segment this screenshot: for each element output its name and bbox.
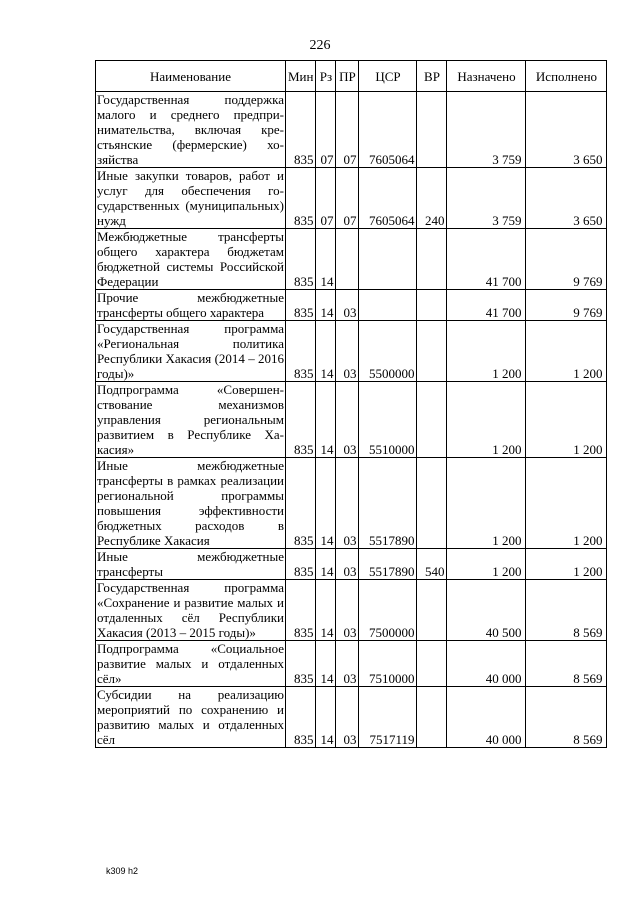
cell-assigned: 1 200 (447, 321, 526, 382)
column-header-min: Мин (286, 61, 316, 92)
table-row (96, 168, 607, 229)
cell-csr: 7510000 (359, 641, 417, 687)
cell-name: Межбюджетные трансферты общего характера бюджетам бюджетной системы Российской Федерации (97, 229, 284, 289)
cell-executed: 1 200 (526, 321, 607, 382)
cell-executed: 8 569 (526, 580, 607, 641)
cell-pr: 03 (336, 458, 359, 549)
cell-vr (417, 641, 447, 687)
cell-csr: 7605064 (359, 168, 417, 229)
cell-assigned: 40 000 (447, 687, 526, 748)
cell-min: 835 (286, 168, 316, 229)
cell-csr: 7605064 (359, 92, 417, 168)
table-row (96, 549, 607, 580)
cell-csr: 5517890 (359, 549, 417, 580)
cell-pr: 03 (336, 321, 359, 382)
cell-min: 835 (286, 458, 316, 549)
cell-csr: 7500000 (359, 580, 417, 641)
cell-rz: 14 (316, 580, 336, 641)
column-header-vr: ВР (417, 61, 447, 92)
cell-vr (417, 382, 447, 458)
cell-executed: 9 769 (526, 229, 607, 290)
cell-assigned: 3 759 (447, 168, 526, 229)
cell-executed: 3 650 (526, 92, 607, 168)
cell-assigned: 1 200 (447, 549, 526, 580)
cell-rz: 14 (316, 458, 336, 549)
cell-rz: 07 (316, 92, 336, 168)
cell-executed: 8 569 (526, 687, 607, 748)
cell-min: 835 (286, 290, 316, 321)
cell-min: 835 (286, 229, 316, 290)
cell-rz: 14 (316, 321, 336, 382)
cell-name: Иные закупки товаров, работ и услуг для обеспечения государственных (муниципальных) нужд (97, 168, 284, 228)
cell-csr (359, 229, 417, 290)
table-row (96, 580, 607, 641)
cell-pr: 07 (336, 168, 359, 229)
cell-vr (417, 290, 447, 321)
cell-name: Иные межбюджетные трансферты в рамках реализации региональной программы повышения эффективности бюджетных расходов в Республике Хакасия (97, 458, 284, 548)
column-header-assigned: Назначено (447, 61, 526, 92)
cell-name: Иные межбюджетные трансферты (97, 549, 284, 579)
cell-min: 835 (286, 92, 316, 168)
table-row (96, 687, 607, 748)
table-body (96, 92, 607, 748)
cell-name: Субсидии на реализацию мероприятий по сохранению и развитию малых и отдаленных сёл (97, 687, 284, 747)
cell-rz: 14 (316, 549, 336, 580)
table-row (96, 458, 607, 549)
cell-csr: 7517119 (359, 687, 417, 748)
cell-pr: 03 (336, 580, 359, 641)
table-header-row (96, 61, 607, 92)
cell-assigned: 41 700 (447, 229, 526, 290)
column-header-csr: ЦСР (359, 61, 417, 92)
cell-name: Подпрограмма «Социальное развитие малых и отдаленных сёл» (97, 641, 284, 686)
cell-vr (417, 321, 447, 382)
table-row (96, 290, 607, 321)
cell-min: 835 (286, 580, 316, 641)
cell-rz: 07 (316, 168, 336, 229)
cell-vr: 240 (417, 168, 447, 229)
cell-name: Государственная программа «Региональная политика Республики Хакасия (2014 – 2016 годы)» (97, 321, 284, 381)
cell-executed: 8 569 (526, 641, 607, 687)
cell-csr (359, 290, 417, 321)
table-row (96, 229, 607, 290)
cell-rz: 14 (316, 229, 336, 290)
cell-pr: 03 (336, 549, 359, 580)
cell-min: 835 (286, 641, 316, 687)
table-row (96, 641, 607, 687)
cell-rz: 14 (316, 687, 336, 748)
cell-name: Государственная программа «Сохранение и развитие малых и отдаленных сёл Республики Хакасия (2013 – 2015 годы)» (97, 580, 284, 640)
cell-min: 835 (286, 549, 316, 580)
column-header-name: Наименование (96, 61, 286, 92)
budget-table (95, 60, 607, 748)
cell-name: Государственная поддержка малого и среднего предпринимательства, включая крестьянские (фермерские) хозяйства (97, 92, 284, 167)
cell-executed: 1 200 (526, 458, 607, 549)
cell-vr (417, 92, 447, 168)
cell-name: Прочие межбюджетные трансферты общего характера (97, 290, 284, 320)
cell-vr (417, 580, 447, 641)
cell-assigned: 40 000 (447, 641, 526, 687)
cell-assigned: 1 200 (447, 382, 526, 458)
table-row (96, 382, 607, 458)
cell-vr (417, 458, 447, 549)
cell-executed: 3 650 (526, 168, 607, 229)
cell-assigned: 41 700 (447, 290, 526, 321)
cell-pr (336, 229, 359, 290)
cell-vr (417, 229, 447, 290)
cell-min: 835 (286, 687, 316, 748)
cell-csr: 5500000 (359, 321, 417, 382)
cell-csr: 5510000 (359, 382, 417, 458)
cell-pr: 03 (336, 641, 359, 687)
cell-pr: 03 (336, 290, 359, 321)
cell-rz: 14 (316, 290, 336, 321)
cell-assigned: 40 500 (447, 580, 526, 641)
cell-assigned: 3 759 (447, 92, 526, 168)
cell-min: 835 (286, 382, 316, 458)
table-row (96, 321, 607, 382)
cell-pr: 03 (336, 687, 359, 748)
cell-rz: 14 (316, 382, 336, 458)
column-header-executed: Исполнено (526, 61, 607, 92)
cell-executed: 1 200 (526, 382, 607, 458)
cell-rz: 14 (316, 641, 336, 687)
cell-min: 835 (286, 321, 316, 382)
cell-assigned: 1 200 (447, 458, 526, 549)
page-number: 226 (309, 38, 331, 53)
cell-pr: 03 (336, 382, 359, 458)
cell-vr (417, 687, 447, 748)
cell-vr: 540 (417, 549, 447, 580)
footer-code: k309 h2 (106, 866, 139, 876)
cell-executed: 9 769 (526, 290, 607, 321)
cell-csr: 5517890 (359, 458, 417, 549)
cell-pr: 07 (336, 92, 359, 168)
cell-executed: 1 200 (526, 549, 607, 580)
table-row (96, 92, 607, 168)
cell-name: Подпрограмма «Совершенствование механизмов управления региональным развитием в Республике Хакасия» (97, 382, 284, 457)
column-header-pr: ПР (336, 61, 359, 92)
column-header-rz: Рз (316, 61, 336, 92)
